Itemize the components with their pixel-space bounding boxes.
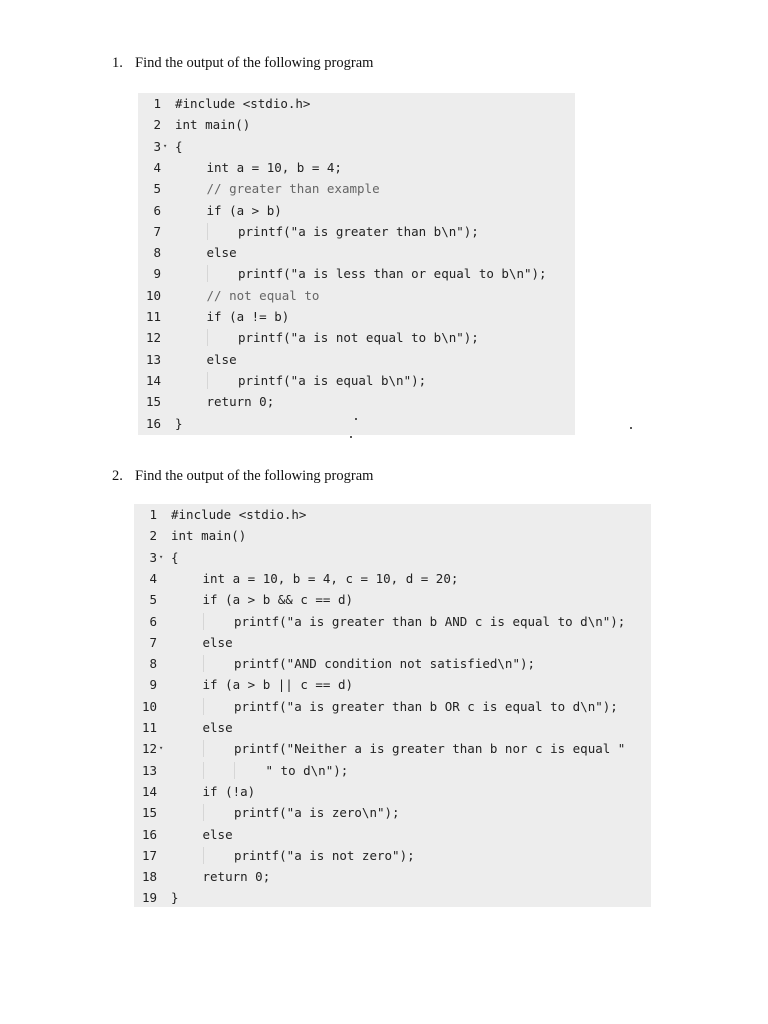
line-number: 8: [149, 656, 157, 672]
line-number: 13: [141, 762, 157, 778]
scan-dot: [355, 418, 357, 420]
code-text: if (!a): [202, 783, 256, 799]
code-line: [138, 285, 575, 306]
code-text: printf("a is not zero");: [234, 847, 415, 863]
code-text: printf("Neither a is greater than b nor c is equal ": [234, 741, 626, 757]
code-line: [134, 611, 651, 632]
line-number: 14: [145, 372, 161, 388]
code-text: return 0;: [206, 394, 275, 410]
line-number: 3: [153, 138, 161, 154]
code-text: printf("a is greater than b\n");: [238, 223, 479, 239]
code-text: printf("a is less than or equal to b\n");: [238, 266, 547, 282]
code-text: else: [202, 634, 233, 650]
code-comment: // greater than example: [206, 181, 380, 197]
line-number: 8: [153, 245, 161, 261]
code-text: else: [202, 720, 233, 735]
question-text: Find the output of the following program: [135, 55, 374, 71]
indent-guide: [203, 762, 204, 779]
line-number: 12: [141, 741, 157, 757]
code-text: }: [175, 415, 183, 431]
code-line: [134, 717, 651, 738]
code-block-2: [134, 504, 651, 907]
code-line: [134, 845, 651, 866]
question-number: 1.: [112, 55, 123, 71]
code-line: [138, 413, 575, 434]
code-line: [134, 589, 651, 610]
line-number: 10: [145, 287, 161, 303]
indent-guide: [234, 762, 235, 779]
code-line: [134, 887, 651, 908]
code-line: [134, 632, 651, 653]
code-text: printf("a is greater than b OR c is equal to d\n");: [234, 698, 618, 714]
code-line: [138, 327, 575, 348]
line-number: 5: [153, 181, 161, 197]
line-number: 15: [141, 805, 157, 821]
code-line: [134, 504, 651, 525]
code-text: }: [171, 890, 179, 906]
line-number: 7: [153, 223, 161, 239]
line-number: 9: [149, 677, 157, 693]
line-number: 1: [153, 96, 161, 111]
indent-guide: [203, 740, 204, 757]
code-line: [138, 178, 575, 199]
line-number: 17: [141, 847, 157, 863]
code-line: [134, 802, 651, 823]
line-number: 11: [141, 720, 157, 735]
code-text: else: [206, 351, 237, 367]
code-text: printf("a is equal b\n");: [238, 372, 427, 388]
question-1-heading: [112, 55, 373, 72]
indent-guide: [203, 655, 204, 672]
question-2-heading: [112, 468, 373, 485]
line-number: 3: [149, 549, 157, 565]
line-number: 16: [141, 826, 157, 842]
code-line: [138, 263, 575, 284]
code-text: {: [171, 549, 179, 565]
indent-guide: [207, 372, 208, 389]
code-line: [134, 547, 651, 568]
code-text: printf("a is not equal to b\n");: [238, 330, 479, 346]
fold-arrow-icon[interactable]: ▾: [159, 744, 164, 753]
code-line: [134, 866, 651, 887]
code-line: [138, 157, 575, 178]
code-text: if (a != b): [206, 309, 290, 324]
code-line: [134, 653, 651, 674]
line-number: 2: [153, 117, 161, 133]
code-line: [138, 221, 575, 242]
line-number: 14: [141, 783, 157, 799]
line-number: 12: [145, 330, 161, 346]
code-line: [134, 824, 651, 845]
code-line: [134, 568, 651, 589]
line-number: 19: [141, 890, 157, 906]
code-text: if (a > b): [206, 202, 282, 218]
code-line: [134, 781, 651, 802]
code-text: else: [202, 826, 233, 842]
code-line: [138, 200, 575, 221]
code-line: [134, 525, 651, 546]
code-text: int a = 10, b = 4, c = 10, d = 20;: [202, 570, 459, 586]
code-text: if (a > b && c == d): [202, 592, 354, 608]
line-number: 5: [149, 592, 157, 608]
line-number: 10: [141, 698, 157, 714]
indent-guide: [207, 265, 208, 282]
line-number: 18: [141, 869, 157, 885]
indent-guide: [203, 847, 204, 864]
indent-guide: [207, 223, 208, 240]
code-text: int a = 10, b = 4;: [206, 159, 342, 175]
fold-arrow-icon[interactable]: ▾: [159, 552, 164, 561]
code-line: [134, 738, 651, 759]
code-line: [138, 136, 575, 157]
code-line: [138, 370, 575, 391]
code-text: if (a > b || c == d): [202, 677, 354, 693]
code-text: else: [206, 245, 237, 261]
code-text: printf("a is greater than b AND c is equal to d\n");: [234, 613, 626, 629]
code-text: #include <stdio.h>: [175, 96, 311, 111]
code-text: int main(): [175, 117, 251, 133]
code-text: " to d\n");: [265, 762, 349, 778]
code-text: return 0;: [202, 869, 271, 885]
code-text: printf("AND condition not satisfied\n");: [234, 656, 536, 672]
line-number: 4: [149, 570, 157, 586]
scan-dot: [350, 436, 352, 438]
line-number: 9: [153, 266, 161, 282]
question-number: 2.: [112, 468, 123, 484]
line-number: 15: [145, 394, 161, 410]
code-line: [138, 306, 575, 327]
fold-arrow-icon[interactable]: ▾: [163, 141, 168, 150]
line-number: 16: [145, 415, 161, 431]
code-line: [134, 696, 651, 717]
code-line: [138, 242, 575, 263]
line-number: 1: [149, 507, 157, 522]
line-number: 11: [145, 309, 161, 324]
code-block-1: [138, 93, 575, 435]
code-text: {: [175, 138, 183, 154]
code-line: [134, 760, 651, 781]
question-text: Find the output of the following program: [135, 468, 374, 484]
code-text: #include <stdio.h>: [171, 507, 307, 522]
line-number: 7: [149, 634, 157, 650]
line-number: 13: [145, 351, 161, 367]
indent-guide: [203, 698, 204, 715]
code-line: [138, 349, 575, 370]
code-text: int main(): [171, 528, 247, 544]
code-line: [134, 674, 651, 695]
scan-dot: [630, 427, 632, 429]
indent-guide: [203, 804, 204, 821]
code-comment: // not equal to: [206, 287, 320, 303]
line-number: 6: [153, 202, 161, 218]
indent-guide: [207, 329, 208, 346]
line-number: 4: [153, 159, 161, 175]
code-line: [138, 114, 575, 135]
code-line: [138, 93, 575, 114]
indent-guide: [203, 613, 204, 630]
line-number: 6: [149, 613, 157, 629]
code-line: [138, 391, 575, 412]
code-text: printf("a is zero\n");: [234, 805, 400, 821]
line-number: 2: [149, 528, 157, 544]
